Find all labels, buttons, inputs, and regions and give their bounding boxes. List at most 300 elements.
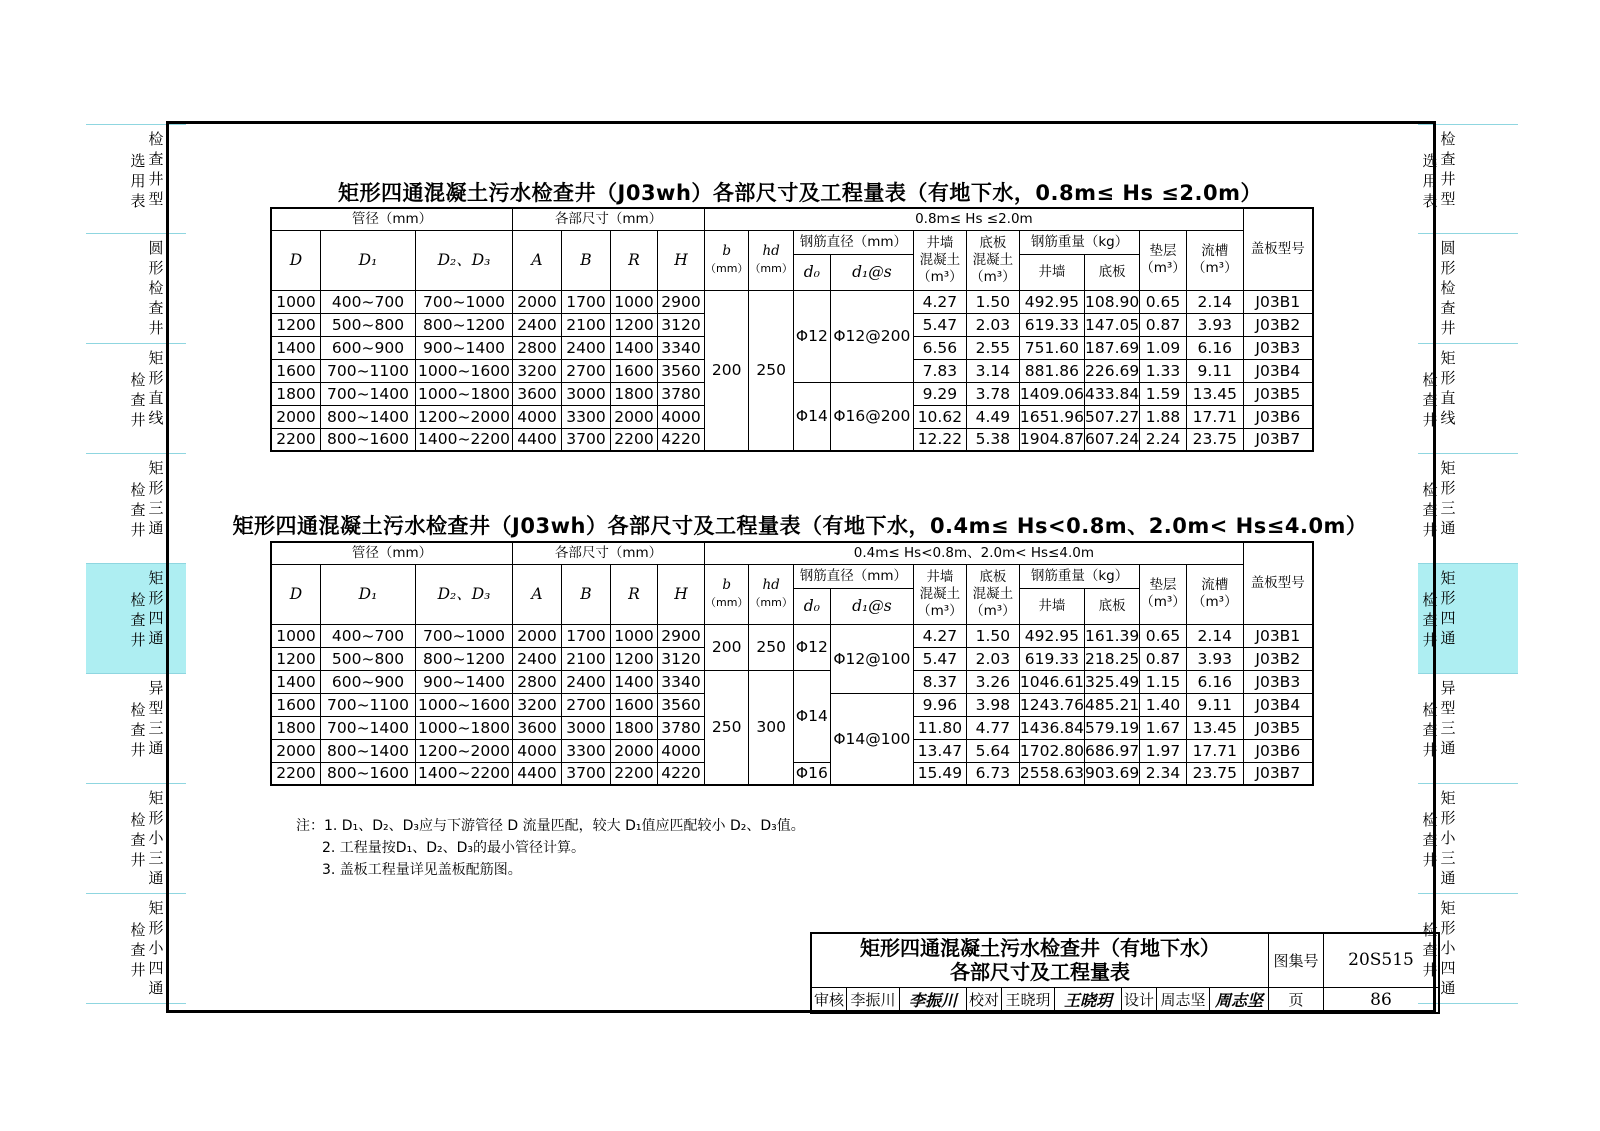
table-cell: 12.22 [913,428,966,451]
side-tab-col2: 矩 形 小 三 通 [148,789,164,887]
table-row [271,670,1313,693]
table-cell: J03B6 [1243,739,1313,762]
side-tab-col2: 矩 形 直 线 [148,349,164,427]
table-cell: 1.50 [966,290,1019,313]
title-line-2: 各部尺寸及工程量表 [950,960,1130,985]
col-base-plate-header: 底板 [1084,254,1139,290]
group-dims-header: 各部尺寸（mm） [513,542,705,564]
table-cell: 15.49 [913,762,966,785]
table-cell: 1400 [611,336,658,359]
table-cell: 2.55 [966,336,1019,359]
table-cell: 1200 [271,647,321,670]
cover-type-header: 盖板型号 [1243,542,1313,624]
table-cell: 2800 [513,670,562,693]
d0-value: Φ16 [793,762,830,785]
table-cell: 2000 [611,739,658,762]
table-cell: 1243.76 [1019,693,1084,716]
table-cell: J03B3 [1243,336,1313,359]
table-cell: 1200 [271,313,321,336]
table-row [271,624,1313,647]
rebar-weight-header: 钢筋重量（kg） [1019,564,1139,588]
table-cell: 500~800 [321,647,416,670]
table-cell: 2400 [562,336,611,359]
table-cell: 3560 [658,693,705,716]
table-cell: 2200 [271,428,321,451]
table-cell: 2.14 [1186,290,1243,313]
table-cell: 8.37 [913,670,966,693]
table-cell: 1904.87 [1019,428,1084,451]
col-d1s-header: d₁@s [830,254,913,290]
d0-value: Φ14 [793,670,830,762]
col-D-header: D [271,564,321,624]
table-cell: 2000 [271,739,321,762]
table-cell: 1600 [611,693,658,716]
table-cell: 1000~1600 [416,359,513,382]
table-cell: 3780 [658,382,705,405]
table-cell: 686.97 [1084,739,1139,762]
wall-concrete-header: 井墙 混凝土 （m³） [913,564,966,624]
table-cell: 900~1400 [416,670,513,693]
hd-value: 250 [749,624,793,670]
table-cell: 4000 [658,739,705,762]
table-cell: 1200~2000 [416,739,513,762]
check-signature: 王晓玥 [1055,987,1122,1013]
col-b-header: b （mm） [705,564,749,624]
table-cell: 900~1400 [416,336,513,359]
table-cell: 619.33 [1019,647,1084,670]
table-cell: 2000 [611,405,658,428]
channel-header: 流槽 （m³） [1186,564,1243,624]
table-cell: J03B7 [1243,428,1313,451]
table-cell: 4.49 [966,405,1019,428]
side-tab-col1: 检 查 井 [1422,481,1438,539]
side-tab-col2: 矩 形 小 四 通 [1440,899,1456,997]
table-cell: 3000 [562,382,611,405]
side-tab-col1: 检 查 井 [1422,921,1438,979]
table-cell: J03B1 [1243,624,1313,647]
table-cell: 1000 [611,624,658,647]
side-tab-col2: 检 查 井 型 [148,130,164,208]
table-cell: 700~1000 [416,624,513,647]
table-cell: 619.33 [1019,313,1084,336]
table-cell: 3120 [658,647,705,670]
table-cell: 2558.63 [1019,762,1084,785]
table-cell: 13.45 [1186,382,1243,405]
design-name: 周志坚 [1157,987,1210,1013]
col-D-header: D [271,230,321,290]
side-tab-col1: 选 用 表 [1422,152,1438,210]
table-cell: 800~1400 [321,405,416,428]
side-tab-col1: 检 查 井 [130,701,146,759]
table-cell: 800~1600 [321,762,416,785]
table-cell: 1800 [611,382,658,405]
table-cell: 6.73 [966,762,1019,785]
side-tab-col1: 检 查 井 [130,811,146,869]
table-cell: 1400 [271,336,321,359]
table-cell: 492.95 [1019,624,1084,647]
table-cell: 500~800 [321,313,416,336]
title-block-title [811,933,1269,987]
group-range-header: 0.4m≤ Hs<0.8m、2.0m< Hs≤4.0m [705,542,1244,564]
rebar-diameter-header: 钢筋直径（mm） [793,564,913,588]
d1s-value: Φ16@200 [830,382,913,451]
table-cell: 751.60 [1019,336,1084,359]
col-A-header: A [513,230,562,290]
atlas-label: 图集号 [1269,933,1324,987]
table-cell: 2700 [562,693,611,716]
table-cell: 3200 [513,359,562,382]
table-cell: 700~1100 [321,359,416,382]
table-cell: J03B4 [1243,693,1313,716]
table-row [271,290,1313,313]
table-cell: 600~900 [321,336,416,359]
col-B-header: B [562,564,611,624]
table-cell: 4.27 [913,624,966,647]
table-cell: 4000 [658,405,705,428]
col-hd-header: hd （mm） [749,230,793,290]
table-cell: 161.39 [1084,624,1139,647]
table-cell: 3.78 [966,382,1019,405]
table-cell: 5.47 [913,313,966,336]
table-cell: 3.93 [1186,313,1243,336]
table-cell: 3600 [513,382,562,405]
table-cell: 9.11 [1186,359,1243,382]
side-tab-col1: 检 查 井 [1422,591,1438,649]
table-cell: 1.09 [1140,336,1187,359]
side-tab-col2: 圆 形 检 查 井 [148,239,164,337]
table-cell: 2900 [658,624,705,647]
table-cell: 4220 [658,428,705,451]
table1-title: 矩形四通混凝土污水检查井（J03wh）各部尺寸及工程量表（有地下水，0.8m≤ Hs ≤2.0m） [338,181,1262,205]
table-cell: 2200 [611,762,658,785]
table-cell: 1200~2000 [416,405,513,428]
table-cell: 700~1400 [321,716,416,739]
table-cell: 0.87 [1140,313,1187,336]
table-cell: 1800 [611,716,658,739]
note-3: 3. 盖板工程量详见盖板配筋图。 [322,862,522,878]
side-tab-col1: 检 查 井 [1422,811,1438,869]
table-cell: 1700 [562,290,611,313]
table-cell: J03B2 [1243,313,1313,336]
side-tab-col2: 异 型 三 通 [148,679,164,757]
page-number: 86 [1324,987,1440,1013]
table-cell: 7.83 [913,359,966,382]
table-cell: 0.65 [1140,624,1187,647]
table-cell: 1.33 [1140,359,1187,382]
col-base-plate-header: 底板 [1084,588,1139,624]
table-cell: J03B3 [1243,670,1313,693]
table-cell: 600~900 [321,670,416,693]
side-tab-col2: 矩 形 三 通 [1440,459,1456,537]
table-cell: 1.50 [966,624,1019,647]
table-cell: 1702.80 [1019,739,1084,762]
table-cell: 1000~1800 [416,716,513,739]
table-cell: 1000 [271,290,321,313]
table-cell: 3.98 [966,693,1019,716]
side-tab-col1: 选 用 表 [130,152,146,210]
table-cell: 2000 [513,624,562,647]
table-cell: 23.75 [1186,762,1243,785]
channel-header: 流槽 （m³） [1186,230,1243,290]
side-tab-col2: 矩 形 四 通 [1440,569,1456,647]
title-block [810,932,1440,1014]
table-cell: 1651.96 [1019,405,1084,428]
table-cell: 147.05 [1084,313,1139,336]
table-cell: 2900 [658,290,705,313]
table-cell: 1200 [611,313,658,336]
col-A-header: A [513,564,562,624]
table-cell: 1409.06 [1019,382,1084,405]
group-pipe-header: 管径（mm） [271,542,513,564]
table-cell: 3340 [658,670,705,693]
table-cell: 11.80 [913,716,966,739]
side-tab-col2: 矩 形 四 通 [148,569,164,647]
table-cell: 3340 [658,336,705,359]
table-cell: 108.90 [1084,290,1139,313]
table-cell: 2100 [562,313,611,336]
col-b-header: b （mm） [705,230,749,290]
table-cell: 9.96 [913,693,966,716]
table-cell: 1800 [271,382,321,405]
b-value: 200 [705,290,749,451]
table-cell: 1000~1600 [416,693,513,716]
table-cell: 5.38 [966,428,1019,451]
col-hd-header: hd （mm） [749,564,793,624]
wall-concrete-header: 井墙 混凝土 （m³） [913,230,966,290]
table-cell: 3560 [658,359,705,382]
table-cell: 2700 [562,359,611,382]
table-cell: J03B6 [1243,405,1313,428]
rebar-weight-header: 钢筋重量（kg） [1019,230,1139,254]
base-concrete-header: 底板 混凝土 （m³） [966,230,1019,290]
table-cell: 1400 [271,670,321,693]
b-value: 250 [705,670,749,785]
header-row [271,230,1313,254]
d0-value: Φ12 [793,290,830,382]
header-row [271,208,1313,230]
side-tab-col1: 检 查 井 [130,591,146,649]
table-cell: 17.71 [1186,405,1243,428]
design-label: 设计 [1122,987,1157,1013]
table-cell: 3700 [562,428,611,451]
table-cell: 187.69 [1084,336,1139,359]
title-line-1: 矩形四通混凝土污水检查井（有地下水） [860,936,1220,961]
review-signature: 李振川 [900,987,967,1013]
col-R-header: R [611,230,658,290]
table-cell: 800~1600 [321,428,416,451]
col-d0-header: d₀ [793,254,830,290]
table-cell: 1600 [271,693,321,716]
table2 [270,541,1314,786]
side-tab-col2: 矩 形 小 三 通 [1440,789,1456,887]
d1s-value: Φ12@200 [830,290,913,382]
table-cell: 1046.61 [1019,670,1084,693]
table-cell: 9.29 [913,382,966,405]
table-cell: 400~700 [321,624,416,647]
table-cell: 4000 [513,739,562,762]
table-cell: 433.84 [1084,382,1139,405]
d1s-value: Φ14@100 [830,693,913,785]
table-cell: 1.40 [1140,693,1187,716]
check-label: 校对 [967,987,1002,1013]
table-cell: 492.95 [1019,290,1084,313]
table-cell: 400~700 [321,290,416,313]
table-cell: 1.88 [1140,405,1187,428]
header-row [271,542,1313,564]
header-row [271,564,1313,588]
table-cell: 607.24 [1084,428,1139,451]
col-D1-header: D₁ [321,230,416,290]
side-tab-col1: 检 查 井 [1422,371,1438,429]
table-cell: 218.25 [1084,647,1139,670]
table-cell: 4400 [513,762,562,785]
note-1: 注：1. D₁、D₂、D₃应与下游管径 D 流量匹配，较大 D₁值应匹配较小 D₂、D₃值。 [296,818,805,834]
table-cell: 0.87 [1140,647,1187,670]
table-cell: 3300 [562,405,611,428]
table-cell: 4220 [658,762,705,785]
base-concrete-header: 底板 混凝土 （m³） [966,564,1019,624]
table-cell: 6.56 [913,336,966,359]
table2-title: 矩形四通混凝土污水检查井（J03wh）各部尺寸及工程量表（有地下水，0.4m≤ Hs<0.8m、2.0m< Hs≤4.0m） [232,514,1368,538]
table-cell: 2.03 [966,313,1019,336]
table-cell: J03B4 [1243,359,1313,382]
table-cell: 1.15 [1140,670,1187,693]
notes [296,815,805,881]
review-name: 李振川 [847,987,900,1013]
rebar-diameter-header: 钢筋直径（mm） [793,230,913,254]
table-cell: 1000 [611,290,658,313]
table-cell: 1200 [611,647,658,670]
table-cell: 10.62 [913,405,966,428]
table-cell: 2400 [562,670,611,693]
table-cell: 23.75 [1186,428,1243,451]
table-cell: 881.86 [1019,359,1084,382]
table-cell: 1400~2200 [416,762,513,785]
table-cell: 0.65 [1140,290,1187,313]
side-tab-col1: 检 查 井 [1422,701,1438,759]
table1 [270,207,1314,452]
side-tab-col2: 检 查 井 型 [1440,130,1456,208]
table-cell: 903.69 [1084,762,1139,785]
table-cell: 800~1200 [416,313,513,336]
col-R-header: R [611,564,658,624]
page-label: 页 [1269,987,1324,1013]
col-d1s-header: d₁@s [830,588,913,624]
table-cell: 3.26 [966,670,1019,693]
table-cell: 3780 [658,716,705,739]
side-tab-col1: 检 查 井 [130,371,146,429]
table-cell: J03B2 [1243,647,1313,670]
table-cell: 700~1000 [416,290,513,313]
table-cell: 485.21 [1084,693,1139,716]
table-cell: 700~1100 [321,693,416,716]
hd-value: 250 [749,290,793,451]
d1s-value: Φ12@100 [830,624,913,693]
table-cell: 1800 [271,716,321,739]
table-cell: 1700 [562,624,611,647]
table-cell: 579.19 [1084,716,1139,739]
table-cell: 700~1400 [321,382,416,405]
cover-type-header: 盖板型号 [1243,208,1313,290]
table-cell: 3120 [658,313,705,336]
table-cell: 1.67 [1140,716,1187,739]
table-cell: J03B7 [1243,762,1313,785]
table-cell: 1000 [271,624,321,647]
table-cell: 3600 [513,716,562,739]
col-B-header: B [562,230,611,290]
col-D23-header: D₂、D₃ [416,564,513,624]
table-cell: 3000 [562,716,611,739]
table-cell: 4.77 [966,716,1019,739]
side-tab-col2: 矩 形 三 通 [148,459,164,537]
side-tab-col1: 检 查 井 [130,921,146,979]
table-cell: 507.27 [1084,405,1139,428]
design-signature: 周志坚 [1210,987,1269,1013]
col-H-header: H [658,564,705,624]
side-tab-col1: 检 查 井 [130,481,146,539]
col-well-wall-header: 井墙 [1019,254,1084,290]
table-cell: 1.59 [1140,382,1187,405]
side-tab-col2: 异 型 三 通 [1440,679,1456,757]
table-cell: 2100 [562,647,611,670]
table-cell: 2200 [271,762,321,785]
table-cell: 6.16 [1186,670,1243,693]
group-range-header: 0.8m≤ Hs ≤2.0m [705,208,1244,230]
table-cell: 13.45 [1186,716,1243,739]
cushion-header: 垫层 （m³） [1140,564,1187,624]
b-value: 200 [705,624,749,670]
side-tab-col2: 矩 形 直 线 [1440,349,1456,427]
table-cell: 3700 [562,762,611,785]
atlas-number: 20S515 [1324,933,1440,987]
table-cell: J03B1 [1243,290,1313,313]
table-cell: 2.24 [1140,428,1187,451]
table-cell: 2200 [611,428,658,451]
table-cell: 3200 [513,693,562,716]
review-label: 审核 [811,987,847,1013]
table-cell: 2400 [513,313,562,336]
check-name: 王晓玥 [1002,987,1055,1013]
table-cell: 1436.84 [1019,716,1084,739]
side-tab-col2: 矩 形 小 四 通 [148,899,164,997]
d0-value: Φ12 [793,624,830,670]
cushion-header: 垫层 （m³） [1140,230,1187,290]
table-cell: 325.49 [1084,670,1139,693]
table-cell: 3300 [562,739,611,762]
col-D1-header: D₁ [321,564,416,624]
table-cell: 2.34 [1140,762,1187,785]
table-cell: 9.11 [1186,693,1243,716]
side-tab-col2: 圆 形 检 查 井 [1440,239,1456,337]
table-cell: 4000 [513,405,562,428]
table-cell: 2.14 [1186,624,1243,647]
table-cell: 1600 [611,359,658,382]
table-cell: 800~1200 [416,647,513,670]
table-cell: 1400 [611,670,658,693]
group-pipe-header: 管径（mm） [271,208,513,230]
col-d0-header: d₀ [793,588,830,624]
col-H-header: H [658,230,705,290]
col-well-wall-header: 井墙 [1019,588,1084,624]
table-cell: 13.47 [913,739,966,762]
table-cell: 1.97 [1140,739,1187,762]
table-cell: 3.93 [1186,647,1243,670]
table-cell: 2000 [513,290,562,313]
table-cell: J03B5 [1243,716,1313,739]
table-cell: 3.14 [966,359,1019,382]
table-cell: 800~1400 [321,739,416,762]
table-cell: 2000 [271,405,321,428]
